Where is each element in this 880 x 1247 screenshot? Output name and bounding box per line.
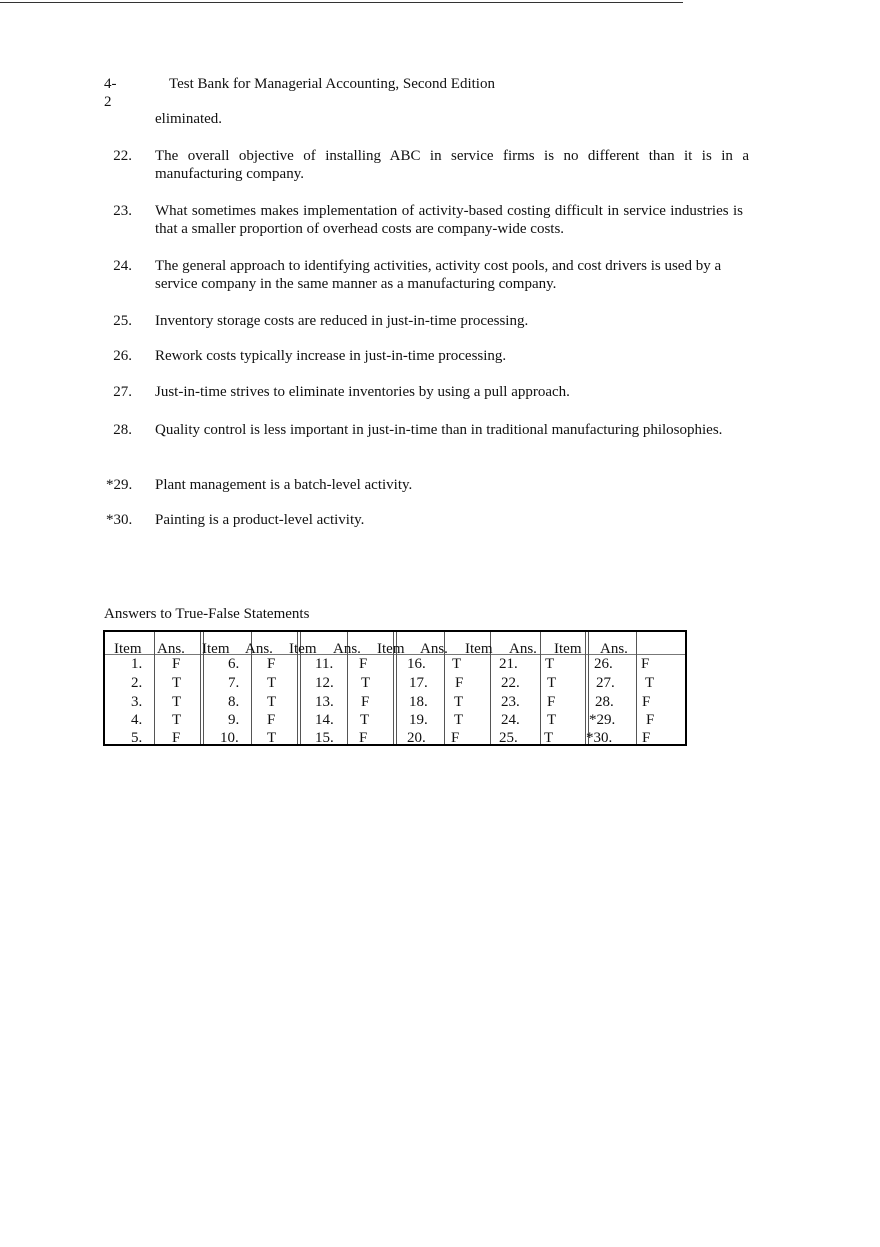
question-text: Plant management is a batch-level activity. — [155, 477, 413, 493]
answer-value: F — [172, 730, 181, 746]
header-title: Test Bank for Managerial Accounting, Second Edition — [169, 76, 495, 92]
answer-value: F — [455, 675, 464, 691]
answer-item: 9. — [228, 712, 240, 728]
answer-item: 6. — [228, 656, 240, 672]
question-number: 23. — [113, 203, 132, 219]
answer-item: 8. — [228, 694, 240, 710]
answer-item: 26. — [594, 656, 613, 672]
top-rule — [0, 2, 683, 3]
question-number: *30. — [106, 512, 133, 528]
ans-header: Ans. — [509, 641, 537, 657]
answer-item: 14. — [315, 712, 334, 728]
answer-value: T — [545, 656, 555, 672]
answer-value: F — [361, 694, 370, 710]
page-number — [104, 75, 124, 111]
question-number: 22. — [113, 148, 132, 164]
answer-item: 24. — [501, 712, 520, 728]
answer-value: T — [172, 694, 182, 710]
answer-item: 11. — [315, 656, 334, 672]
answers-table — [103, 630, 687, 746]
question-number: 26. — [113, 348, 132, 364]
item-header: Item — [554, 641, 582, 657]
ans-header: Ans. — [157, 641, 185, 657]
question-text: Just-in-time strives to eliminate inventories by using a pull approach. — [155, 384, 570, 400]
question-number: *29. — [106, 477, 133, 493]
question-text: Inventory storage costs are reduced in just-in-time processing. — [155, 313, 529, 329]
answer-value: T — [547, 712, 557, 728]
answer-item: 16. — [407, 656, 426, 672]
answer-value: F — [642, 694, 651, 710]
answer-value: T — [645, 675, 655, 691]
question-text: The overall objective of installing ABC in service firms is no different than it is in a manufacturing company. — [155, 148, 749, 182]
answer-value: T — [547, 675, 557, 691]
page-number-top: 4- — [104, 76, 117, 92]
answer-item: 17. — [409, 675, 428, 691]
answer-item: 19. — [409, 712, 428, 728]
answer-value: T — [454, 694, 464, 710]
answer-item: 20. — [407, 730, 426, 746]
answer-value: F — [641, 656, 650, 672]
answer-item: 3. — [131, 694, 143, 710]
answer-item: 1. — [131, 656, 143, 672]
ans-header: Ans. — [245, 641, 273, 657]
answer-value: F — [267, 712, 276, 728]
ans-header: Ans. — [600, 641, 628, 657]
answer-item: 12. — [315, 675, 334, 691]
question-text: Painting is a product-level activity. — [155, 512, 365, 528]
continuation-text: eliminated. — [155, 111, 223, 127]
question-number: 25. — [113, 313, 132, 329]
ans-header: Ans. — [420, 641, 448, 657]
answer-value: T — [454, 712, 464, 728]
answer-item: 7. — [228, 675, 240, 691]
question-number: 28. — [113, 422, 132, 438]
answer-item: 22. — [501, 675, 520, 691]
answer-item: 28. — [595, 694, 614, 710]
answer-value: F — [267, 656, 276, 672]
answer-item: *30. — [586, 730, 613, 746]
item-header: Item — [114, 641, 142, 657]
answer-item: 15. — [315, 730, 334, 746]
answer-item: 13. — [315, 694, 334, 710]
answer-value: T — [172, 712, 182, 728]
column-divider — [540, 632, 541, 744]
column-divider — [636, 632, 637, 744]
answer-item: 10. — [220, 730, 239, 746]
question-text: The general approach to identifying activities, activity cost pools, and cost drivers is used by a service company in the same manner as a manufacturing company. — [155, 258, 722, 292]
answer-value: T — [267, 730, 277, 746]
column-divider — [154, 632, 155, 744]
item-header: Item — [289, 641, 317, 657]
answer-item: *29. — [589, 712, 616, 728]
answer-value: F — [547, 694, 556, 710]
answer-value: F — [172, 656, 181, 672]
question-number: 27. — [113, 384, 132, 400]
item-header: Item — [202, 641, 230, 657]
answer-item: 18. — [409, 694, 428, 710]
answer-value: T — [544, 730, 554, 746]
question-text: What sometimes makes implementation of activity-based costing difficult in service industries is that a smaller proportion of overhead costs are company-wide costs. — [155, 203, 743, 237]
answer-item: 4. — [131, 712, 143, 728]
answer-item: 21. — [499, 656, 518, 672]
answer-value: T — [267, 675, 277, 691]
item-header: Item — [465, 641, 493, 657]
answer-value: T — [172, 675, 182, 691]
answer-item: 23. — [501, 694, 520, 710]
answer-value: F — [451, 730, 460, 746]
ans-header: Ans. — [333, 641, 361, 657]
answer-item: 25. — [499, 730, 518, 746]
answer-value: T — [360, 712, 370, 728]
answer-item: 2. — [131, 675, 143, 691]
answer-value: T — [361, 675, 371, 691]
item-header: Item — [377, 641, 405, 657]
question-text: Quality control is less important in just-in-time than in traditional manufacturing philosophies. — [155, 422, 723, 438]
question-text: Rework costs typically increase in just-in-time processing. — [155, 348, 507, 364]
answer-value: F — [359, 730, 368, 746]
page-number-bottom: 2 — [104, 94, 112, 110]
answer-value: F — [646, 712, 655, 728]
answer-value: T — [452, 656, 462, 672]
answers-title: Answers to True-False Statements — [104, 606, 310, 622]
answer-item: 5. — [131, 730, 143, 746]
answer-value: T — [267, 694, 277, 710]
answer-value: F — [359, 656, 368, 672]
answer-value: F — [642, 730, 651, 746]
question-number: 24. — [113, 258, 132, 274]
answer-item: 27. — [596, 675, 615, 691]
